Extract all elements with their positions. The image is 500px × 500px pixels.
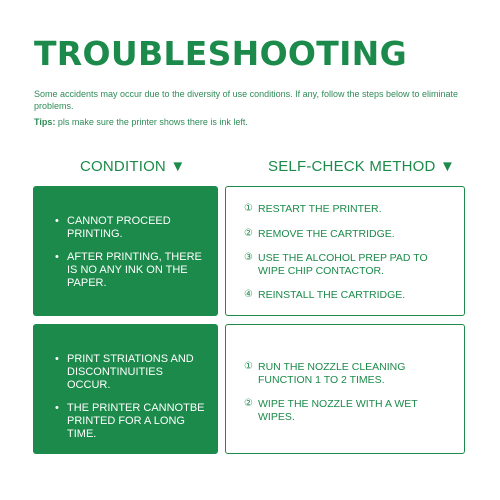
step-text: USE THE ALCOHOL PREP PAD TO WIPE CHIP CONTACTOR. — [258, 252, 428, 277]
step-item — [244, 203, 456, 216]
page-title: TROUBLESHOOTING — [34, 34, 407, 73]
step-text: RESTART THE PRINTER. — [258, 203, 382, 215]
step-number: ② — [244, 398, 253, 409]
step-item — [244, 252, 456, 277]
self-check-column-header: SELF-CHECK METHOD ▼ — [268, 158, 455, 175]
step-text: RUN THE NOZZLE CLEANING FUNCTION 1 TO 2 TIMES. — [258, 361, 406, 386]
condition-column-header: CONDITION ▼ — [80, 158, 186, 175]
condition-box-2 — [33, 324, 218, 454]
intro-text: Some accidents may occur due to the diversity of use conditions. If any, follow the steps below to eliminate problems. — [34, 89, 459, 111]
bullet-icon: • — [55, 215, 59, 227]
condition-text: THE PRINTER CANNOTBE PRINTED FOR A LONG TIME. — [67, 402, 205, 440]
condition-text: CANNOT PROCEED PRINTING. — [67, 215, 171, 240]
condition-list — [55, 353, 208, 451]
tips-line — [34, 117, 248, 127]
step-number: ① — [244, 203, 253, 214]
step-item — [244, 361, 456, 386]
bullet-icon: • — [55, 402, 59, 414]
condition-item — [55, 402, 208, 441]
step-number: ① — [244, 361, 253, 372]
self-check-box-1 — [225, 186, 465, 316]
condition-item — [55, 215, 208, 241]
bullet-icon: • — [55, 353, 59, 365]
step-item — [244, 289, 456, 302]
condition-text: AFTER PRINTING, THERE IS NO ANY INK ON THE PAPER. — [67, 251, 202, 289]
step-list — [244, 361, 456, 435]
step-text: REMOVE THE CARTRIDGE. — [258, 227, 395, 240]
step-number: ④ — [244, 289, 253, 300]
condition-list — [55, 215, 208, 300]
step-text: REINSTALL THE CARTRIDGE. — [258, 289, 406, 301]
condition-item — [55, 251, 208, 290]
condition-box-1 — [33, 186, 218, 316]
self-check-box-2 — [225, 324, 465, 454]
tips-text: pls make sure the printer shows there is ink left. — [55, 117, 248, 127]
bullet-icon: • — [55, 251, 59, 263]
step-text: WIPE THE NOZZLE WITH A WET WIPES. — [258, 398, 418, 423]
step-number: ③ — [244, 252, 253, 263]
tips-label: Tips: — [34, 117, 56, 127]
condition-text: PRINT STRIATIONS AND DISCONTINUITIES OCCUR. — [67, 353, 194, 391]
step-item — [244, 228, 456, 241]
condition-item — [55, 353, 208, 392]
step-list — [244, 203, 456, 314]
step-item — [244, 398, 456, 423]
step-number: ② — [244, 227, 253, 239]
